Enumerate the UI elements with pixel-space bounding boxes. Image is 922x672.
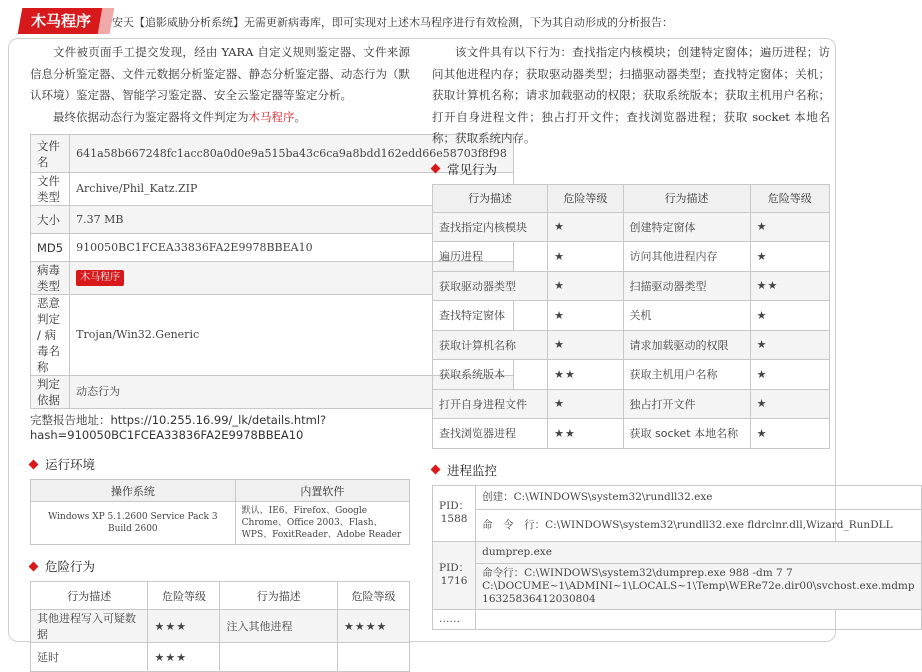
table-row: 查找浏览器进程 ★★ 获取 socket 本地名称 ★ [433, 419, 830, 449]
table-row: 判定依据 动态行为 [31, 376, 514, 409]
table-row: 查找指定内核模块 ★ 创建特定窗体 ★ [433, 212, 830, 242]
diamond-bullet-icon [431, 164, 441, 174]
table-row: PID：1588 创建：C:\WINDOWS\system32\rundll32.exe [433, 485, 922, 509]
header-bar [0, 0, 842, 40]
risk-table [30, 581, 410, 672]
virus-type-badge: 木马程序 [76, 270, 124, 286]
diamond-bullet-icon [29, 561, 39, 571]
diamond-bullet-icon [29, 459, 39, 469]
table-row: 打开自身进程文件 ★ 独占打开文件 ★ [433, 389, 830, 419]
process-section-title: 进程监控 [432, 461, 830, 479]
process-table [432, 485, 922, 630]
env-table [30, 479, 410, 545]
table-row: 获取系统版本 ★★ 获取主机用户名称 ★ [433, 360, 830, 390]
verdict-highlight: 木马程序 [248, 109, 295, 124]
table-row: 行为描述 危险等级 行为描述 危险等级 [31, 582, 410, 610]
env-section-title: 运行环境 [30, 455, 410, 473]
table-row: 文件类型 Archive/Phil_Katz.ZIP [31, 173, 514, 206]
table-row: MD5 910050BC1FCEA33836FA2E9978BBEA10 [31, 234, 514, 262]
behavior-table [432, 184, 830, 449]
table-row: 行为描述 危险等级 行为描述 危险等级 [433, 184, 830, 212]
table-row: 获取驱动器类型 ★ 扫描驱动器类型 ★★ [433, 271, 830, 301]
table-row: 获取计算机名称 ★ 请求加载驱动的权限 ★ [433, 330, 830, 360]
table-row: 命 令 行：C:\WINDOWS\system32\rundll32.exe fldrclnr.dll,Wizard_RunDLL [433, 509, 922, 541]
right-column [432, 42, 915, 630]
diamond-bullet-icon [431, 465, 441, 475]
behavior-summary: 该文件具有以下行为：查找指定内核模块；创建特定窗体；遍历进程；访问其他进程内存；获取驱动器类型；扫描驱动器类型；查找特定窗体；关机；获取计算机名称；请求加载驱动的权限；获取系统版本；获取主机用户名称；打开自身进程文件；独占打开文件；查找浏览器进程；获取 socket 本地名称；获取系统内存。 [432, 45, 830, 145]
table-row: 大小 7.37 MB [31, 206, 514, 234]
table-row: 命令行：C:\WINDOWS\system32\dumprep.exe 988 -dm 7 7 C:\DOCUME~1\ADMINI~1\LOCALS~1\Temp\WERe72e.dir00\svchost.exe.mdmp 16325836412030804 [433, 563, 922, 609]
intro-text: 安天【追影威胁分析系统】无需更新病毒库，即可实现对上述木马程序进行有效检测，下为其自动形成的分析报告： [112, 16, 673, 29]
analysis-paragraph: 文件被页面手工提交发现，经由 YARA 自定义规则鉴定器、文件来源信息分析鉴定器、文件元数据分析鉴定器、静态分析鉴定器、动态行为（默认环境）鉴定器、智能学习鉴定器、安全云鉴定器等鉴定分析。 [30, 45, 410, 102]
table-row: …… [433, 609, 922, 629]
table-row: 病毒类型 木马程序 [31, 262, 514, 295]
behavior-section-title: 常见行为 [432, 160, 830, 178]
table-row: Windows XP 5.1.2600 Service Pack 3 Build 2600 默认、IE6、Firefox、Google Chrome、Office 2003、Flash、WPS、FoxitReader、Adobe Reader [31, 502, 410, 545]
table-row: 延时 ★★★ [31, 643, 410, 672]
table-row: 恶意判定 / 病毒名称 Trojan/Win32.Generic [31, 295, 514, 376]
section-tag: 木马程序 [18, 8, 105, 34]
table-row: 操作系统 内置软件 [31, 480, 410, 502]
table-row: 查找特定窗体 ★ 关机 ★ [433, 301, 830, 331]
table-row: 其他进程写入可疑数据 ★★★ 注入其他进程 ★★★★ [31, 610, 410, 643]
table-row: 遍历进程 ★ 访问其他进程内存 ★ [433, 242, 830, 272]
risk-section-title: 危险行为 [30, 557, 410, 575]
verdict-paragraph: 最终依据动态行为鉴定器将文件判定为木马程序。 [53, 109, 306, 124]
table-row: 文件名 641a58b667248fc1acc80a0d0e9a515ba43c6ca9a8bdd162edd66e58703f8f98 [31, 135, 514, 173]
table-row: PID：1716 dumprep.exe [433, 541, 922, 563]
report-link[interactable]: 完整报告地址：https://10.255.16.99/_lk/details.html?hash=910050BC1FCEA33836FA2E9978BBEA10 [30, 413, 327, 442]
